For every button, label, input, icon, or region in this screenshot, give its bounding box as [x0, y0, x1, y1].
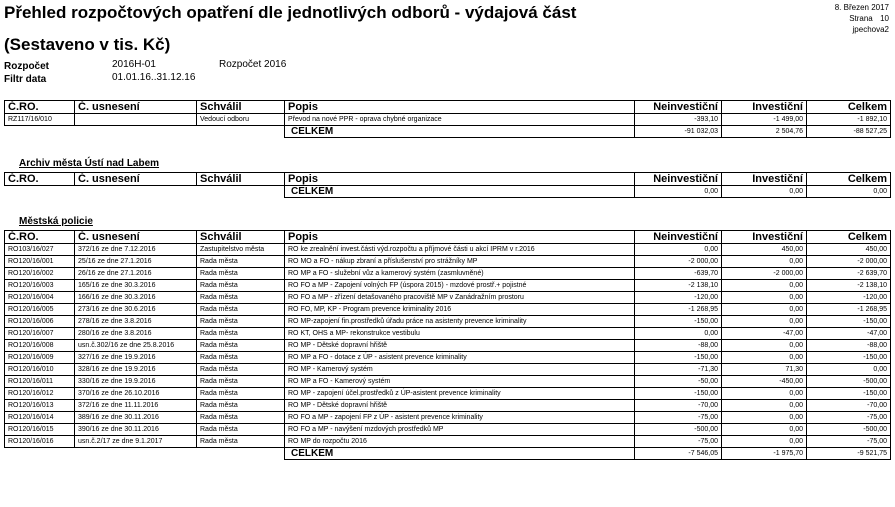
cell-neinvesticni: -88,00	[635, 340, 722, 352]
cell-celkem: -150,00	[807, 352, 891, 364]
cell-neinvesticni: -50,00	[635, 376, 722, 388]
cell-celkem: -2 639,70	[807, 268, 891, 280]
cell-schvalil: Rada města	[197, 256, 285, 268]
cell-neinvesticni: 0,00	[635, 328, 722, 340]
cell-usneseni: 328/16 ze dne 19.9.2016	[75, 364, 197, 376]
cell-neinvesticni: -393,10	[635, 114, 722, 126]
cell-investicni: 0,00	[722, 352, 807, 364]
total-celkem: -9 521,75	[807, 448, 891, 460]
col-investicni: Investiční	[722, 231, 807, 244]
cell-popis: RO MP - Dětské dopravní hřiště	[285, 340, 635, 352]
cell-celkem: -1 268,95	[807, 304, 891, 316]
cell-popis: RO MP a FO - služební vůz a kamerový systém (zasmluvněné)	[285, 268, 635, 280]
cell-popis: RO MP - Kamerový systém	[285, 364, 635, 376]
table-row	[5, 340, 891, 352]
col-celkem: Celkem	[807, 101, 891, 114]
table-header	[5, 101, 891, 114]
cell-neinvesticni: -120,00	[635, 292, 722, 304]
col-celkem: Celkem	[807, 231, 891, 244]
cell-investicni: 0,00	[722, 400, 807, 412]
cell-investicni: -450,00	[722, 376, 807, 388]
total-investicni: 2 504,76	[722, 126, 807, 138]
cell-cro: RO120/16/007	[5, 328, 75, 340]
cell-usneseni: 370/16 ze dne 26.10.2016	[75, 388, 197, 400]
col-schvalil: Schválil	[197, 101, 285, 114]
cell-popis: RO MP a FO - Kamerový systém	[285, 376, 635, 388]
cell-celkem: -70,00	[807, 400, 891, 412]
section-title-archiv: Archiv města Ústí nad Labem	[19, 158, 160, 169]
cell-neinvesticni: -2 138,10	[635, 280, 722, 292]
cell-usneseni: 165/16 ze dne 30.3.2016	[75, 280, 197, 292]
table-header	[5, 173, 891, 186]
cell-popis: RO MO a FO - nákup zbraní a příslušenství pro strážníky MP	[285, 256, 635, 268]
col-investicni: Investiční	[722, 101, 807, 114]
total-label: CELKEM	[285, 126, 635, 138]
cell-celkem: -75,00	[807, 412, 891, 424]
cell-schvalil: Rada města	[197, 292, 285, 304]
cell-usneseni: 26/16 ze dne 27.1.2016	[75, 268, 197, 280]
cell-usneseni: 372/16 ze dne 11.11.2016	[75, 400, 197, 412]
col-cro: Č.RO.	[5, 101, 75, 114]
cell-usneseni: 278/16 ze dne 3.8.2016	[75, 316, 197, 328]
cell-usneseni: 273/16 ze dne 30.6.2016	[75, 304, 197, 316]
table-row	[5, 328, 891, 340]
cell-neinvesticni: -639,70	[635, 268, 722, 280]
cell-investicni: 0,00	[722, 388, 807, 400]
budget-code: 2016H-01	[112, 59, 156, 70]
cell-usneseni: 166/16 ze dne 30.3.2016	[75, 292, 197, 304]
table-row	[5, 352, 891, 364]
total-investicni: -1 975,70	[722, 448, 807, 460]
report-subtitle: (Sestaveno v tis. Kč)	[4, 35, 171, 54]
report-title: Přehled rozpočtových opatření dle jednotlivých odborů - výdajová část	[4, 3, 577, 22]
cell-cro: RO120/16/009	[5, 352, 75, 364]
cell-celkem: -120,00	[807, 292, 891, 304]
cell-cro: RO120/16/013	[5, 400, 75, 412]
col-schvalil: Schválil	[197, 231, 285, 244]
cell-neinvesticni: -150,00	[635, 316, 722, 328]
cell-celkem: 450,00	[807, 244, 891, 256]
table-row	[5, 114, 891, 126]
table-row	[5, 424, 891, 436]
cell-schvalil: Rada města	[197, 352, 285, 364]
table-row	[5, 268, 891, 280]
cell-investicni: 0,00	[722, 316, 807, 328]
report-date: 8. Březen 2017	[834, 3, 889, 12]
table-archiv	[4, 172, 891, 198]
cell-schvalil: Zastupitelstvo města	[197, 244, 285, 256]
cell-investicni: 0,00	[722, 340, 807, 352]
cell-neinvesticni: 0,00	[635, 244, 722, 256]
cell-cro: RO120/16/014	[5, 412, 75, 424]
cell-popis: Převod na nové PPR - oprava chybné organizace	[285, 114, 635, 126]
section-title-policie: Městská policie	[19, 216, 93, 227]
cell-neinvesticni: -150,00	[635, 388, 722, 400]
table-row	[5, 376, 891, 388]
cell-popis: RO MP a FO - dotace z ÚP - asistent prevence kriminality	[285, 352, 635, 364]
budget-name: Rozpočet 2016	[219, 59, 287, 70]
cell-usneseni: 389/16 ze dne 30.11.2016	[75, 412, 197, 424]
total-neinvesticni: -7 546,05	[635, 448, 722, 460]
cell-celkem: -150,00	[807, 316, 891, 328]
cell-investicni: -1 499,00	[722, 114, 807, 126]
cell-investicni: -47,00	[722, 328, 807, 340]
cell-popis: RO MP - Dětské dopravní hřiště	[285, 400, 635, 412]
cell-popis: RO MP - zapojení účel.prostředků z ÚP-asistent prevence kriminality	[285, 388, 635, 400]
cell-neinvesticni: -150,00	[635, 352, 722, 364]
cell-celkem: -2 000,00	[807, 256, 891, 268]
page-number: 10	[880, 14, 889, 23]
total-neinvesticni: -91 032,03	[635, 126, 722, 138]
cell-usneseni: 390/16 ze dne 30.11.2016	[75, 424, 197, 436]
cell-cro: RO120/16/005	[5, 304, 75, 316]
cell-usneseni: 330/16 ze dne 19.9.2016	[75, 376, 197, 388]
cell-celkem: 0,00	[807, 364, 891, 376]
cell-celkem: -2 138,10	[807, 280, 891, 292]
cell-schvalil: Rada města	[197, 340, 285, 352]
cell-popis: RO FO a MP - zapojení FP z ÚP - asistent prevence kriminality	[285, 412, 635, 424]
cell-cro: RO120/16/011	[5, 376, 75, 388]
total-neinvesticni: 0,00	[635, 186, 722, 198]
cell-celkem: -500,00	[807, 376, 891, 388]
cell-investicni: 0,00	[722, 436, 807, 448]
cell-celkem: -150,00	[807, 388, 891, 400]
cell-cro: RO120/16/001	[5, 256, 75, 268]
table-row	[5, 316, 891, 328]
total-row	[5, 448, 891, 460]
col-cro: Č.RO.	[5, 231, 75, 244]
page-label: Strana	[849, 14, 873, 23]
cell-neinvesticni: -1 268,95	[635, 304, 722, 316]
col-popis: Popis	[285, 231, 635, 244]
cell-usneseni	[75, 114, 197, 126]
cell-neinvesticni: -75,00	[635, 436, 722, 448]
report-meta	[835, 2, 889, 35]
cell-popis: RO FO a MP - zřízení detašovaného pracoviště MP v Zanádražním prostoru	[285, 292, 635, 304]
filter-value: 01.01.16..31.12.16	[112, 72, 196, 83]
col-investicni: Investiční	[722, 173, 807, 186]
cell-investicni: -2 000,00	[722, 268, 807, 280]
cell-usneseni: 25/16 ze dne 27.1.2016	[75, 256, 197, 268]
cell-celkem: -88,00	[807, 340, 891, 352]
cell-cro: RO120/16/002	[5, 268, 75, 280]
cell-neinvesticni: -70,00	[635, 400, 722, 412]
page-indicator	[835, 13, 889, 24]
col-usneseni: Č. usnesení	[75, 231, 197, 244]
cell-investicni: 0,00	[722, 256, 807, 268]
table-row	[5, 256, 891, 268]
cell-cro: RZ117/16/010	[5, 114, 75, 126]
cell-neinvesticni: -500,00	[635, 424, 722, 436]
cell-investicni: 71,30	[722, 364, 807, 376]
cell-cro: RO120/16/010	[5, 364, 75, 376]
cell-cro: RO120/16/012	[5, 388, 75, 400]
cell-investicni: 0,00	[722, 280, 807, 292]
cell-investicni: 0,00	[722, 292, 807, 304]
cell-usneseni: 280/16 ze dne 3.8.2016	[75, 328, 197, 340]
cell-celkem: -500,00	[807, 424, 891, 436]
cell-schvalil: Rada města	[197, 376, 285, 388]
cell-cro: RO120/16/016	[5, 436, 75, 448]
filter-label: Filtr data	[4, 74, 47, 85]
col-cro: Č.RO.	[5, 173, 75, 186]
col-neinvesticni: Neinvestiční	[635, 173, 722, 186]
cell-celkem: -47,00	[807, 328, 891, 340]
cell-usneseni: 372/16 ze dne 7.12.2016	[75, 244, 197, 256]
cell-schvalil: Rada města	[197, 424, 285, 436]
cell-investicni: 0,00	[722, 424, 807, 436]
cell-schvalil: Rada města	[197, 280, 285, 292]
total-label: CELKEM	[285, 186, 635, 198]
table-row	[5, 388, 891, 400]
cell-schvalil: Rada města	[197, 316, 285, 328]
cell-popis: RO MP-zapojení fin.prostředků úřadu práce na asistenty prevence kriminality	[285, 316, 635, 328]
cell-schvalil: Vedoucí odboru	[197, 114, 285, 126]
cell-schvalil: Rada města	[197, 364, 285, 376]
cell-usneseni: usn.č.2/17 ze dne 9.1.2017	[75, 436, 197, 448]
col-neinvesticni: Neinvestiční	[635, 101, 722, 114]
cell-cro: RO120/16/008	[5, 340, 75, 352]
table-row	[5, 304, 891, 316]
cell-celkem: -1 892,10	[807, 114, 891, 126]
total-row	[5, 186, 891, 198]
col-celkem: Celkem	[807, 173, 891, 186]
table-row	[5, 244, 891, 256]
report-user: jpechova2	[852, 25, 889, 34]
cell-neinvesticni: -75,00	[635, 412, 722, 424]
col-popis: Popis	[285, 101, 635, 114]
cell-schvalil: Rada města	[197, 400, 285, 412]
cell-popis: RO FO a MP - Zapojení volných FP (úspora 2015) - mzdové prostř.+ pojistné	[285, 280, 635, 292]
cell-cro: RO120/16/003	[5, 280, 75, 292]
cell-cro: RO120/16/004	[5, 292, 75, 304]
col-usneseni: Č. usnesení	[75, 101, 197, 114]
cell-schvalil: Rada města	[197, 412, 285, 424]
cell-popis: RO ke zrealnění invest.části výd.rozpočtu a příjmové části u akcí IPRM v r.2016	[285, 244, 635, 256]
cell-cro: RO103/16/027	[5, 244, 75, 256]
total-celkem: -88 527,25	[807, 126, 891, 138]
cell-popis: RO MP do rozpočtu 2016	[285, 436, 635, 448]
col-neinvesticni: Neinvestiční	[635, 231, 722, 244]
budget-label: Rozpočet	[4, 61, 49, 72]
col-popis: Popis	[285, 173, 635, 186]
table-row	[5, 292, 891, 304]
table-policie	[4, 230, 891, 460]
cell-investicni: 0,00	[722, 412, 807, 424]
table-top	[4, 100, 891, 138]
cell-usneseni: 327/16 ze dne 19.9.2016	[75, 352, 197, 364]
cell-schvalil: Rada města	[197, 436, 285, 448]
total-row	[5, 126, 891, 138]
cell-investicni: 0,00	[722, 304, 807, 316]
cell-investicni: 450,00	[722, 244, 807, 256]
cell-popis: RO FO a MP - navýšení mzdových prostředků MP	[285, 424, 635, 436]
table-row	[5, 280, 891, 292]
cell-popis: RO KT, OHS a MP- rekonstrukce vestibulu	[285, 328, 635, 340]
cell-neinvesticni: -71,30	[635, 364, 722, 376]
table-header	[5, 231, 891, 244]
col-usneseni: Č. usnesení	[75, 173, 197, 186]
total-investicni: 0,00	[722, 186, 807, 198]
cell-usneseni: usn.č.302/16 ze dne 25.8.2016	[75, 340, 197, 352]
total-celkem: 0,00	[807, 186, 891, 198]
table-row	[5, 436, 891, 448]
table-row	[5, 400, 891, 412]
total-label: CELKEM	[285, 448, 635, 460]
table-row	[5, 412, 891, 424]
cell-schvalil: Rada města	[197, 328, 285, 340]
cell-cro: RO120/16/006	[5, 316, 75, 328]
cell-celkem: -75,00	[807, 436, 891, 448]
cell-popis: RO FO, MP, KP - Program prevence kriminality 2016	[285, 304, 635, 316]
cell-cro: RO120/16/015	[5, 424, 75, 436]
cell-schvalil: Rada města	[197, 304, 285, 316]
cell-schvalil: Rada města	[197, 388, 285, 400]
cell-neinvesticni: -2 000,00	[635, 256, 722, 268]
cell-schvalil: Rada města	[197, 268, 285, 280]
col-schvalil: Schválil	[197, 173, 285, 186]
table-row	[5, 364, 891, 376]
